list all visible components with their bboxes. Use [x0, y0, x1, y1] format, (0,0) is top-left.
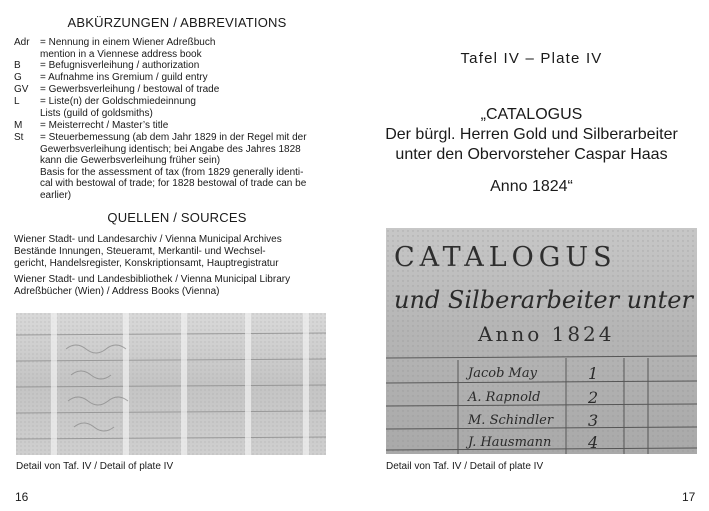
right-page: [354, 0, 709, 511]
ledger-detail-photo: [16, 313, 326, 455]
page-number-right: 17: [682, 490, 696, 504]
ledger-detail-image: [16, 313, 326, 455]
definition-line: cal with bestowal of trade; for 1828 bestowal of trade can be: [40, 178, 307, 189]
left-photo-caption: Detail von Taf. IV / Detail of plate IV: [16, 461, 174, 472]
definition-line: mention in a Viennese address book: [40, 48, 202, 60]
catalogus-line: Der bürgl. Herren Gold und Silberarbeiter: [385, 126, 678, 143]
sources-heading: QUELLEN / SOURCES: [107, 210, 247, 225]
abbreviation-definition: [40, 72, 350, 84]
document-subtitle: und Silberarbeiter unter: [394, 286, 693, 314]
document-catalogus-heading: CATALOGUS: [394, 242, 617, 273]
abbreviation-code: Adr: [14, 37, 30, 48]
document-name-entry: A. Rapnold: [468, 390, 541, 405]
abbreviation-code: GV: [14, 84, 29, 95]
definition-line: = Meisterrecht / Master’s title: [40, 120, 169, 131]
catalogus-year: Anno 1824“: [490, 178, 573, 195]
abbreviation-definition: [40, 37, 350, 60]
abbreviation-code: B: [14, 60, 21, 71]
abbreviation-definition: [40, 120, 350, 132]
abbreviation-code: M: [14, 120, 23, 131]
definition-line: = Liste(n) der Goldschmiedeinnung: [40, 96, 196, 107]
document-name-entry: M. Schindler: [468, 413, 554, 428]
left-page: [0, 0, 354, 511]
plate-title: Tafel IV – Plate IV: [460, 50, 603, 67]
abbreviation-definition: [40, 96, 350, 119]
definition-line: = Steuerbemessung (ab dem Jahr 1829 in der Regel mit der: [40, 132, 307, 143]
document-year: Anno 1824: [478, 322, 615, 346]
page-number-left: 16: [15, 490, 29, 504]
document-entry-number: 3: [588, 411, 599, 430]
source-line: Adreßbücher (Wien) / Address Books (Vienna): [14, 286, 220, 297]
abbreviation-definition: [40, 132, 350, 201]
source-line: Wiener Stadt- und Landesarchiv / Vienna Municipal Archives: [14, 234, 282, 245]
source-line: gericht, Handelsregister, Konskriptionsamt, Hauptregistratur: [14, 258, 279, 269]
definition-line: = Gewerbsverleihung / bestowal of trade: [40, 84, 220, 95]
definition-line: Gewerbsverleihung identisch; bei Angabe des Jahres 1828: [40, 143, 301, 155]
catalogus-document-photo: [386, 228, 697, 454]
source-line: Bestände Innungen, Steueramt, Merkantil- und Wechsel-: [14, 246, 266, 257]
document-name-entry: J. Hausmann: [468, 435, 552, 450]
definition-line: earlier): [40, 189, 72, 201]
abbreviation-definition: [40, 60, 350, 72]
abbreviation-code: L: [14, 96, 20, 107]
document-entry-number: 4: [588, 433, 599, 452]
catalogus-title: „CATALOGUS: [480, 106, 583, 123]
definition-line: Basis for the assessment of tax (from 1829 generally identi-: [40, 166, 304, 178]
definition-line: = Nennung in einem Wiener Adreßbuch: [40, 37, 216, 48]
definition-line: Lists (guild of goldsmiths): [40, 107, 153, 119]
document-entry-number: 2: [588, 388, 599, 407]
abbreviation-code: G: [14, 72, 22, 83]
source-line: Wiener Stadt- und Landesbibliothek / Vienna Municipal Library: [14, 274, 291, 285]
definition-line: = Befugnisverleihung / authorization: [40, 60, 200, 71]
abbreviations-heading: ABKÜRZUNGEN / ABBREVIATIONS: [67, 15, 287, 30]
right-photo-caption: Detail von Taf. IV / Detail of plate IV: [386, 461, 544, 472]
definition-line: kann die Gewerbsverleihung früher sein): [40, 155, 221, 166]
abbreviation-definition: [40, 84, 350, 96]
definition-line: = Aufnahme ins Gremium / guild entry: [40, 72, 208, 83]
document-entry-number: 1: [588, 364, 599, 383]
document-name-entry: Jacob May: [468, 366, 537, 381]
abbreviation-code: St: [14, 132, 24, 143]
catalogus-line: unter den Obervorsteher Caspar Haas: [395, 146, 668, 163]
